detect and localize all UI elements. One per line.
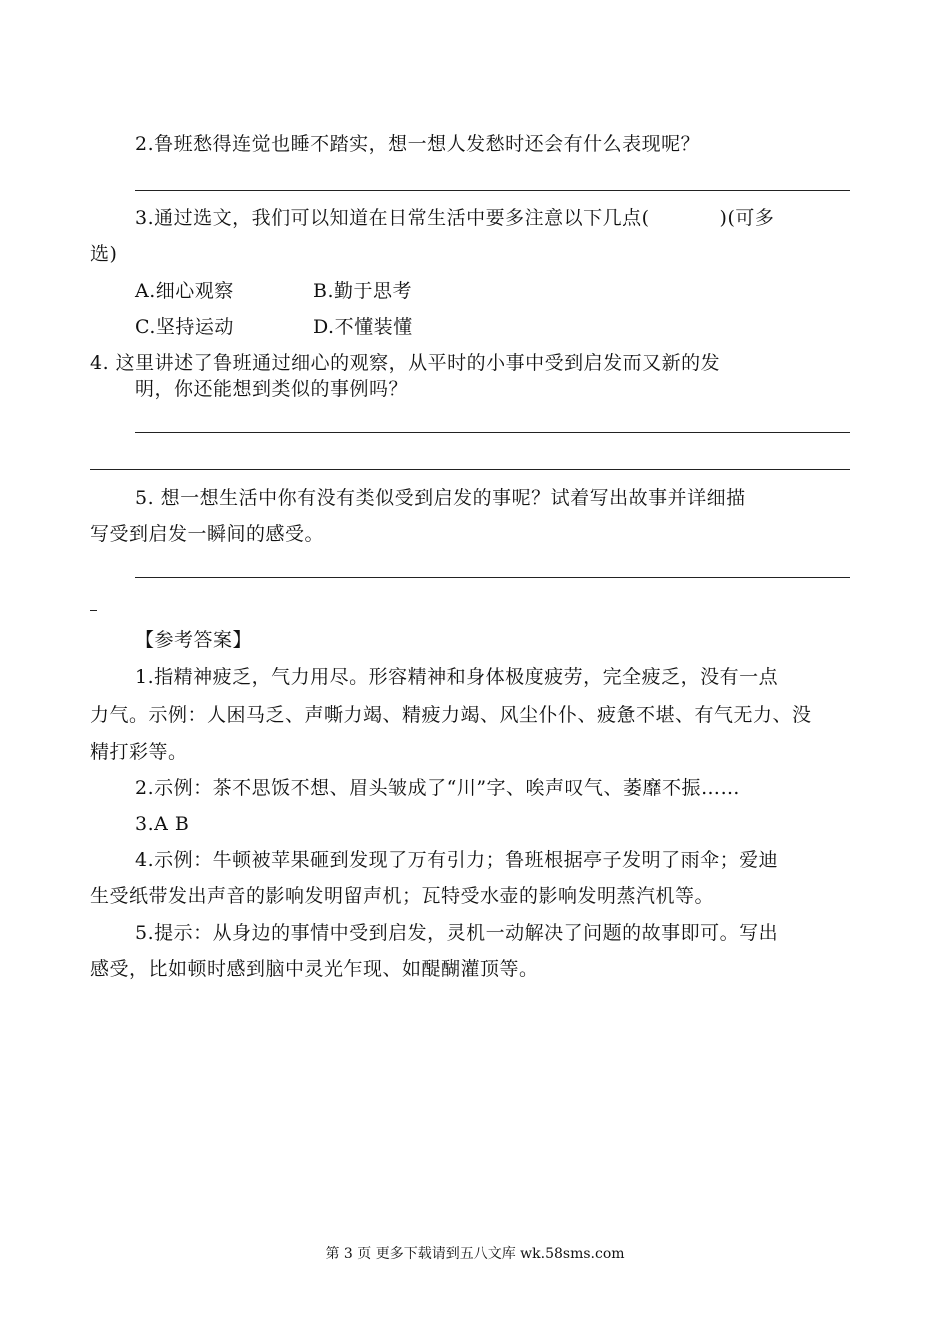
option-a: A.细心观察 (135, 280, 234, 302)
answer-line-q5-dash (90, 610, 97, 611)
answer-1-line1: 1.指精神疲乏，气力用尽。形容精神和身体极度疲劳，完全疲乏，没有一点 (135, 666, 779, 688)
answer-5-line2: 感受，比如顿时感到脑中灵光乍现、如醍醐灌顶等。 (90, 958, 539, 980)
answer-line-q5 (135, 577, 850, 578)
answer-line-q2 (135, 190, 850, 191)
question-2: 2.鲁班愁得连觉也睡不踏实，想一想人发愁时还会有什么表现呢？ (135, 133, 701, 155)
question-3-line1 (135, 206, 774, 230)
question-3-text-after: )(可多 (719, 207, 775, 229)
question-4-line1: 4. 这里讲述了鲁班通过细心的观察，从平时的小事中受到启发而又新的发 (90, 352, 721, 374)
question-4-line2: 明，你还能想到类似的事例吗？ (135, 378, 409, 400)
option-b: B.勤于思考 (313, 280, 413, 302)
question-3-text: 3.通过选文，我们可以知道在日常生活中要多注意以下几点( (135, 207, 650, 229)
answers-heading: 【参考答案】 (135, 629, 253, 651)
answer-5-line1: 5.提示：从身边的事情中受到启发，灵机一动解决了问题的故事即可。写出 (135, 922, 779, 944)
question-5-line2: 写受到启发一瞬间的感受。 (90, 523, 325, 545)
answer-1-line3: 精打彩等。 (90, 741, 188, 763)
question-5-line1: 5. 想一想生活中你有没有类似受到启发的事呢？试着写出故事并详细描 (135, 487, 746, 509)
answer-line-q4-a (135, 432, 850, 433)
answer-1-line2: 力气。示例：人困马乏、声嘶力竭、精疲力竭、风尘仆仆、疲惫不堪、有气无力、没 (90, 704, 812, 726)
option-c: C.坚持运动 (135, 316, 234, 338)
answer-4-line1: 4.示例：牛顿被苹果砸到发现了万有引力；鲁班根据亭子发明了雨伞；爱迪 (135, 849, 779, 871)
answer-line-q4-b (90, 469, 850, 470)
answer-2: 2.示例：茶不思饭不想、眉头皱成了“川”字、唉声叹气、萎靡不振…… (135, 777, 741, 799)
question-3-line2: 选) (90, 243, 118, 265)
option-d: D.不懂装懂 (313, 316, 413, 338)
answer-4-line2: 生受纸带发出声音的影响发明留声机；瓦特受水壶的影响发明蒸汽机等。 (90, 885, 715, 907)
page-footer: 第 3 页 更多下载请到五八文库 wk.58sms.com (325, 1246, 625, 1262)
answer-3: 3.A B (135, 813, 190, 835)
